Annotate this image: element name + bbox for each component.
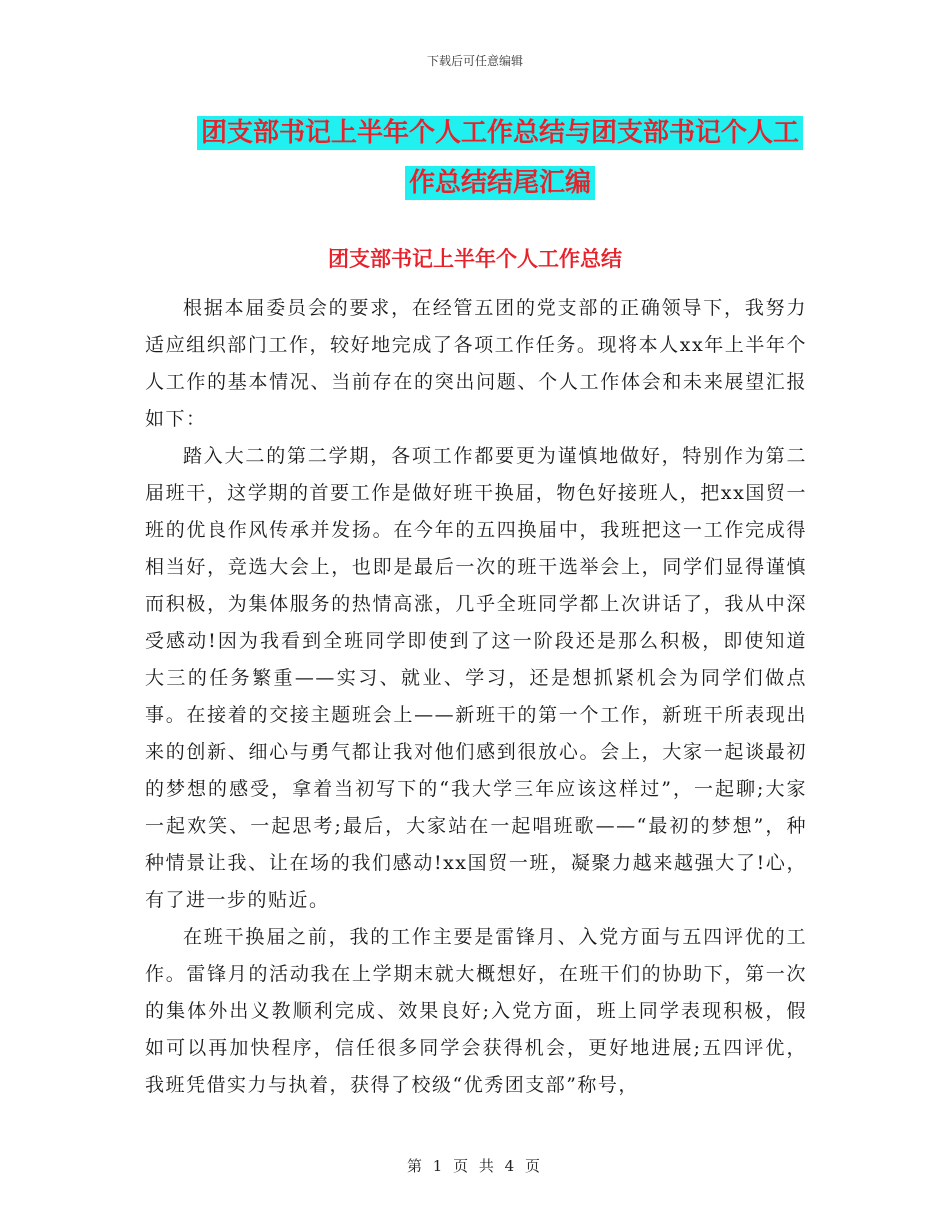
document-title-line2: 作总结结尾汇编: [405, 166, 595, 200]
document-title: [190, 108, 810, 208]
document-body: [145, 290, 807, 1104]
paragraph: 根据本届委员会的要求，在经管五团的党支部的正确领导下，我努力适应组织部门工作，较好地完成了各项工作任务。现将本人xx年上半年个人工作的基本情况、当前存在的突出问题、个人工作体会和未来展望汇报如下：: [145, 297, 807, 430]
paragraph: 在班干换届之前，我的工作主要是雷锋月、入党方面与五四评优的工作。雷锋月的活动我在上学期末就大概想好，在班干们的协助下，第一次的集体外出义教顺利完成、效果良好;入党方面，班上同学表现积极，假如可以再加快程序，信任很多同学会获得机会，更好地进展;五四评优，我班凭借实力与执着，获得了校级“优秀团支部”称号，: [145, 926, 807, 1096]
page-footer: 第 1 页 共 4 页: [407, 1157, 543, 1175]
section-title: 团支部书记上半年个人工作总结: [328, 247, 622, 271]
document-title-line1: 团支部书记上半年个人工作总结与团支部书记个人工: [197, 116, 803, 150]
paragraph: 踏入大二的第二学期，各项工作都要更为谨慎地做好，特别作为第二届班干，这学期的首要工作是做好班干换届，物色好接班人，把xx国贸一班的优良作风传承并发扬。在今年的五四换届中，我班把这一工作完成得相当好，竞选大会上，也即是最后一次的班干选举会上，同学们显得谨慎而积极，为集体服务的热情高涨，几乎全班同学都上次讲话了，我从中深受感动!因为我看到全班同学即使到了这一阶段还是那么积极，即使知道大三的任务繁重——实习、就业、学习，还是想抓紧机会为同学们做点事。在接着的交接主题班会上——新班干的第一个工作，新班干所表现出来的创新、细心与勇气都让我对他们感到很放心。会上，大家一起谈最初的梦想的感受，拿着当初写下的“我大学三年应该这样过”，一起聊;大家一起欢笑、一起思考;最后，大家站在一起唱班歌——“最初的梦想”，种种情景让我、让在场的我们感动!xx国贸一班，凝聚力越来越强大了!心，有了进一步的贴近。: [145, 445, 807, 911]
page-header-note: 下载后可任意编辑: [426, 54, 523, 68]
